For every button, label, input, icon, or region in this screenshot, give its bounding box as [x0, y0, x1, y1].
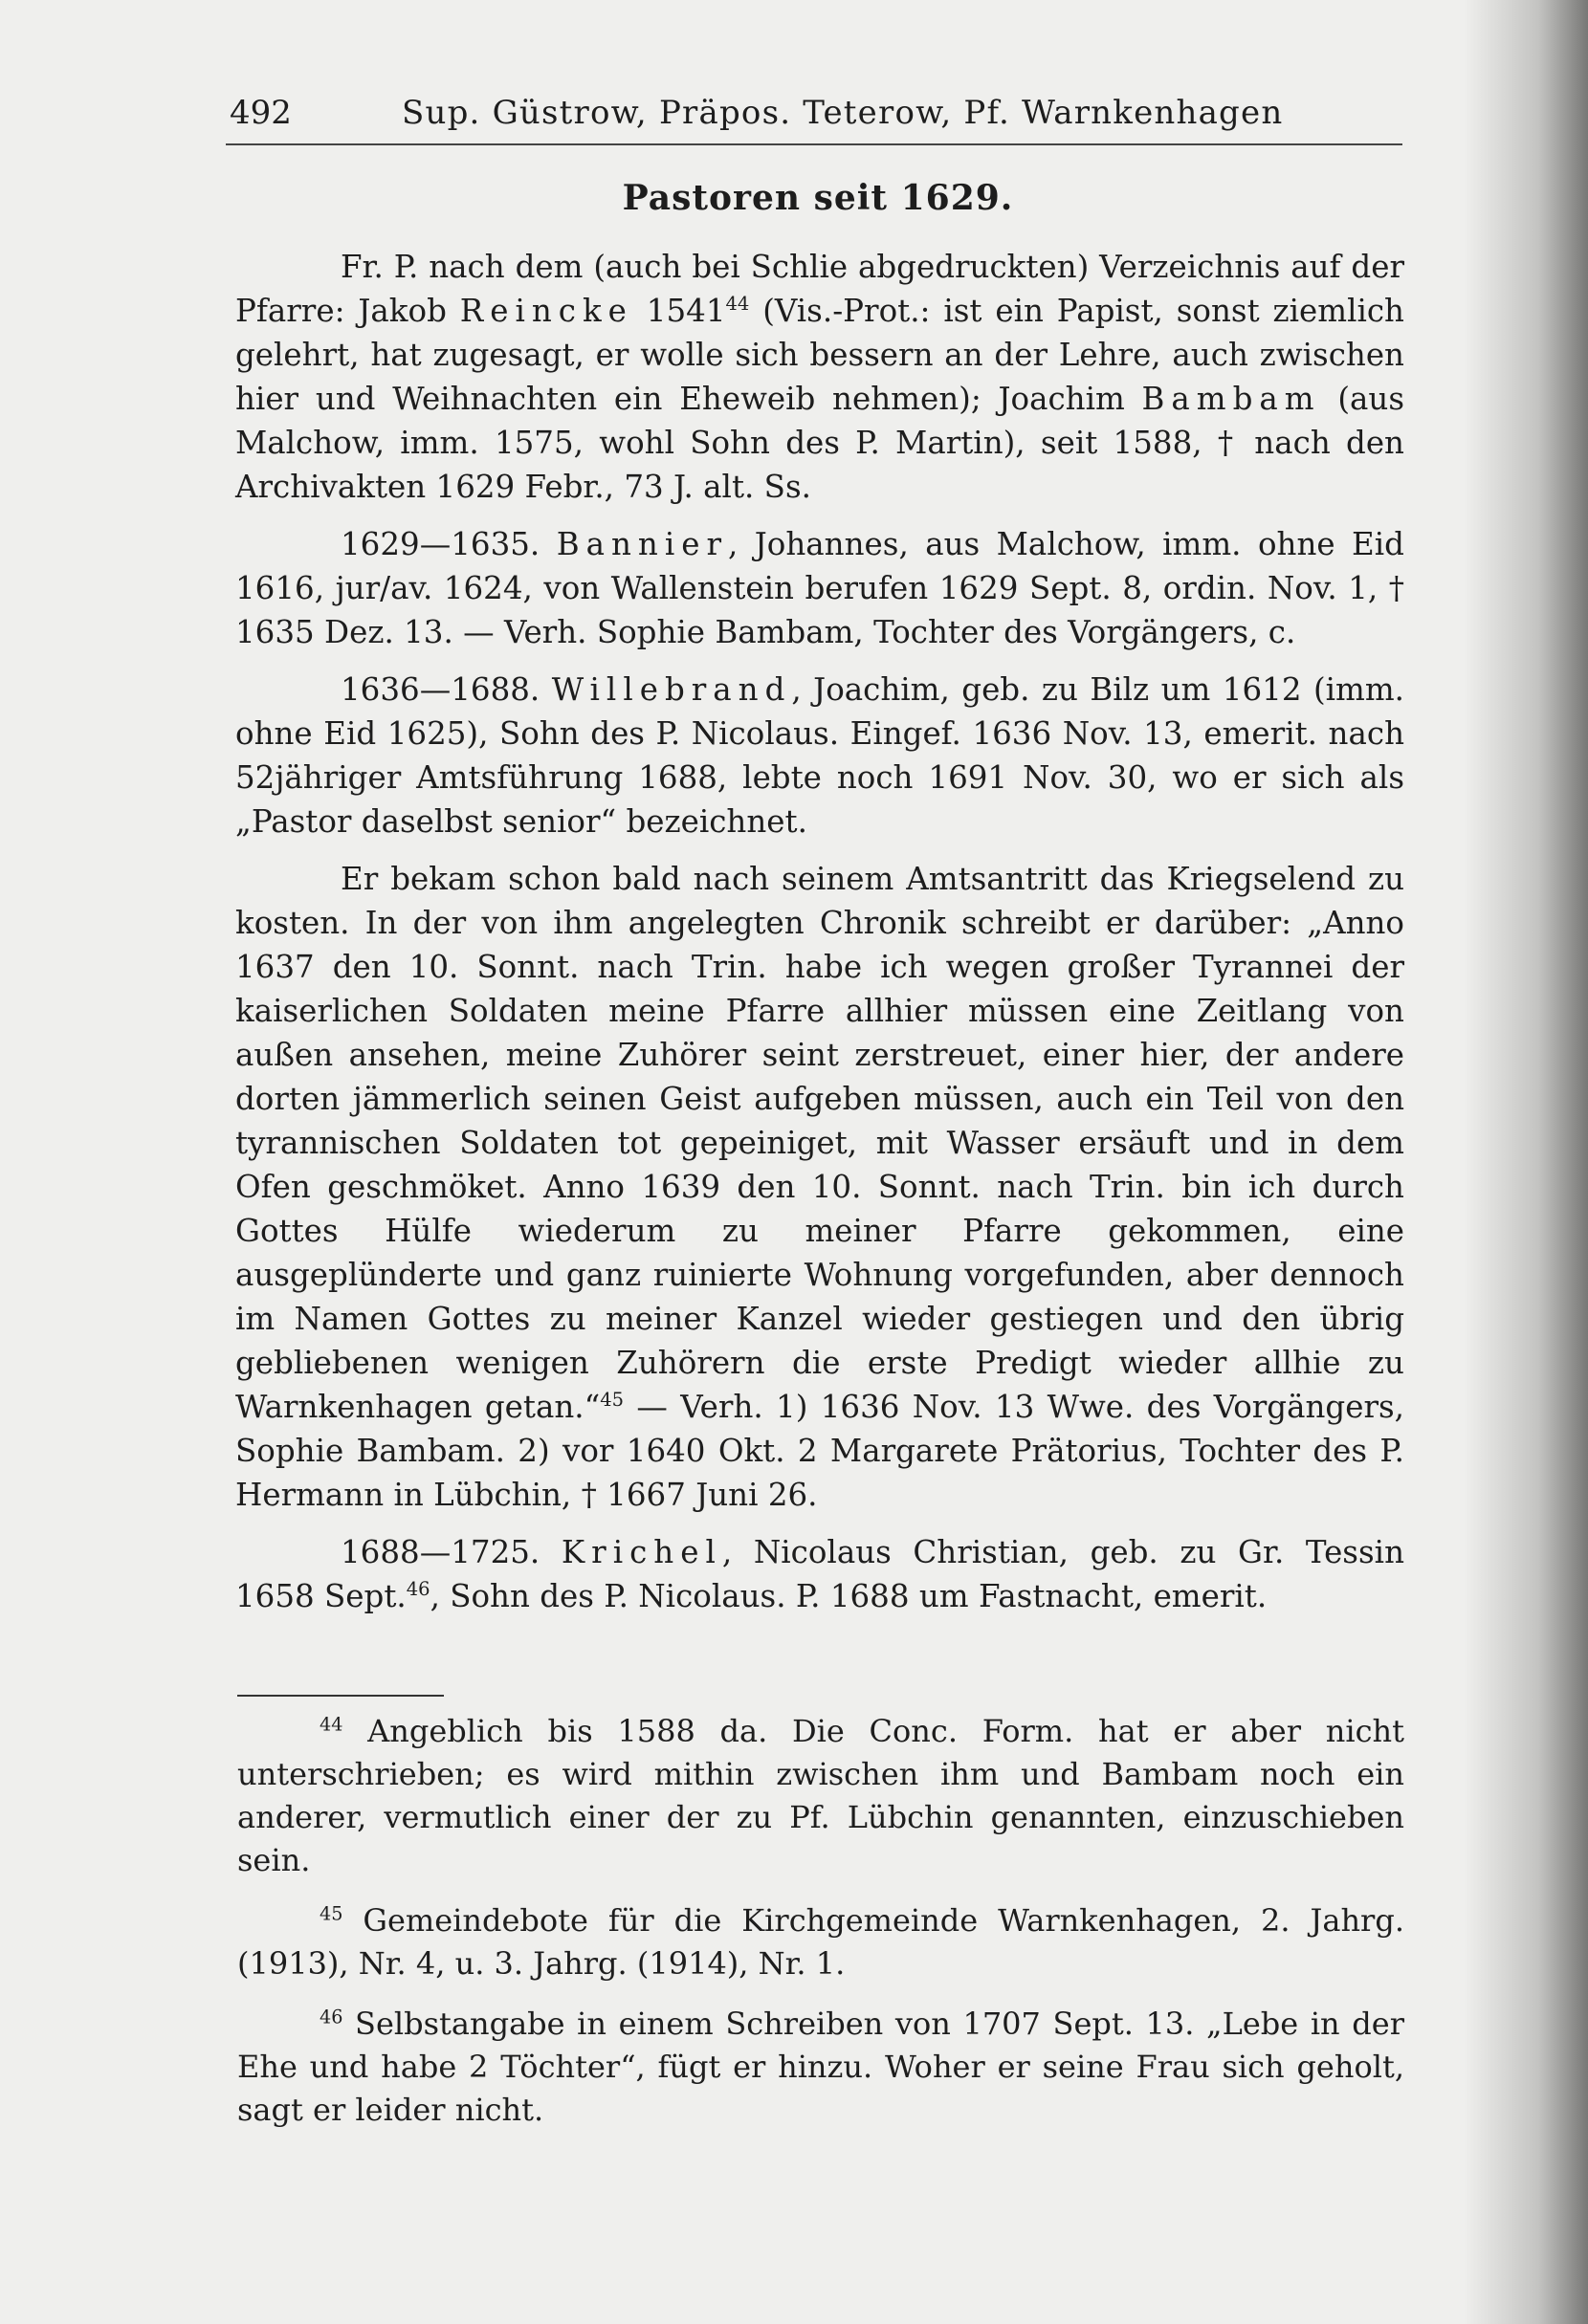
running-title: Sup. Güstrow, Präpos. Teterow, Pf. Warnkenhagen	[402, 94, 1284, 132]
body-text	[235, 245, 1404, 1634]
footnote-46: $^{46}$ Selbstangabe in einem Schreiben von 1707 Sept. 13. „Lebe in der Ehe und habe 2 Töchter“, fügt er hinzu. Woher er seine Frau sich geholt, sagt er leider nicht.	[237, 2006, 1404, 2128]
footnote-44: $^{44}$ Angeblich bis 1588 da. Die Conc. Form. hat er aber nicht unterschrieben; es wird mithin zwischen ihm und Bambam noch ein anderer, vermutlich einer der zu Pf. Lübchin genannten, einzuschieben sein.	[237, 1713, 1404, 1878]
paragraph-intro: Fr. P. nach dem (auch bei Schlie abgedruckten) Verzeichnis auf der Pfarre: Jakob Reincke 1541$^{44}$ (Vis.-Prot.: ist ein Papist, sonst ziemlich gelehrt, hat zugesagt, er wolle sich bessern an der Lehre, auch zwischen hier und Weihnachten ein Eheweib nehmen); Joachim Bambam (aus Malchow, imm. 1575, wohl Sohn des P. Martin), seit 1588, † nach den Archivakten 1629 Febr., 73 J. alt. Ss.	[235, 249, 1404, 505]
section-heading: Pastoren seit 1629.	[622, 178, 1014, 218]
footnotes	[237, 1710, 1404, 2149]
name-reincke: Reincke	[459, 293, 633, 329]
book-spine-shadow	[1464, 0, 1588, 2324]
paragraph-1636: 1636—1688. Willebrand, Joachim, geb. zu Bilz um 1612 (imm. ohne Eid 1625), Sohn des P. Nicolaus. Eingef. 1636 Nov. 13, emerit. nach 52jähriger Amtsführung 1688, lebte noch 1691 Nov. 30, wo er sich als „Pastor daselbst senior“ bezeichnet.	[235, 671, 1404, 840]
footnote-ref-44: 44	[725, 293, 750, 316]
paragraph-chronicle: Er bekam schon bald nach seinem Amtsantritt das Kriegselend zu kosten. In der von ihm angelegten Chronik schreibt er darüber: „Anno 1637 den 10. Sonnt. nach Trin. habe ich wegen großer Tyrannei der kaiserlichen Soldaten meine Pfarre allhier müssen eine Zeitlang von außen ansehen, meine Zuhörer seint zerstreuet, einer hier, der andere dorten jämmerlich seinen Geist aufgeben müssen, auch ein Teil von den tyrannischen Soldaten tot gepeiniget, mit Wasser ersäuft und in dem Ofen geschmöket. Anno 1639 den 10. Sonnt. nach Trin. bin ich durch Gottes Hülfe wiederum zu meiner Pfarre gekommen, eine ausgeplünderte und ganz ruinierte Wohnung vorgefunden, aber dennoch im Namen Gottes zu meiner Kanzel wieder gestiegen und den übrig gebliebenen wenigen Zuhörern die erste Predigt wieder allhie zu Warnkenhagen getan.“$^{45}$ — Verh. 1) 1636 Nov. 13 Wwe. des Vorgängers, Sophie Bambam. 2) vor 1640 Okt. 2 Margarete Prätorius, Tochter des P. Hermann in Lübchin, † 1667 Juni 26.	[235, 861, 1404, 1513]
name-krichel: Krichel	[561, 1534, 722, 1570]
footnote-ref-46: 46	[406, 1578, 430, 1601]
name-willebrand: Willebrand	[551, 671, 792, 708]
footnote-rule	[237, 1695, 444, 1697]
name-bambam: Bambam	[1141, 381, 1321, 417]
name-bannier: Bannier	[556, 526, 728, 562]
footnote-45: $^{45}$ Gemeindebote für die Kirchgemeinde Warnkenhagen, 2. Jahrg. (1913), Nr. 4, u. 3. Jahrg. (1914), Nr. 1.	[237, 1902, 1404, 1982]
paragraph-1629: 1629—1635. Bannier, Johannes, aus Malchow, imm. ohne Eid 1616, jur/av. 1624, von Wallenstein berufen 1629 Sept. 8, ordin. Nov. 1, † 1635 Dez. 13. — Verh. Sophie Bambam, Tochter des Vorgängers, c.	[235, 526, 1404, 650]
footnote-ref-45: 45	[600, 1389, 625, 1412]
page-number: 492	[230, 94, 292, 132]
header-rule	[226, 143, 1402, 145]
paragraph-1688: 1688—1725. Krichel, Nicolaus Christian, geb. zu Gr. Tessin 1658 Sept.$^{46}$, Sohn des P. Nicolaus. P. 1688 um Fastnacht, emerit.	[235, 1534, 1404, 1614]
